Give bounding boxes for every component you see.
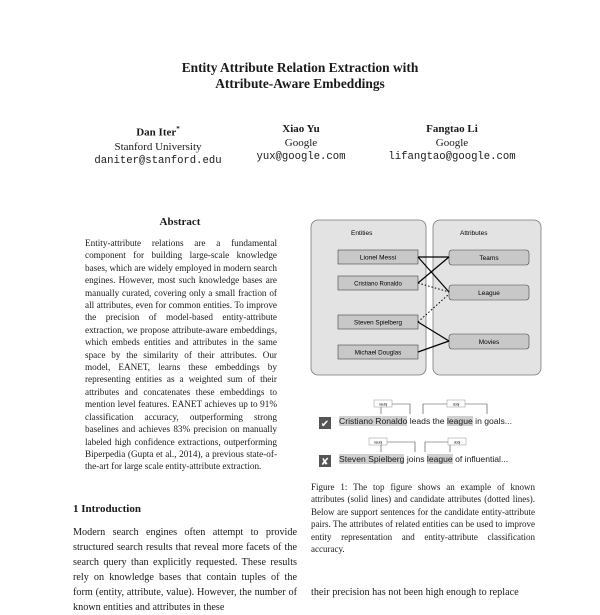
checkmark-icon: ✔ [320,419,330,430]
cross-icon: ✘ [320,457,330,468]
entities-title: Entities [351,230,373,237]
arc-label: nsubj [373,440,383,445]
author-name: Xiao Yu [282,123,320,135]
arc-label: dobj [452,402,460,407]
author-affiliation: Google [435,137,469,149]
entity-label: Lionel Messi [359,254,397,262]
entity-highlight: Cristiano Ronaldo [339,416,408,426]
figure-1 [305,214,545,474]
author-3 [352,122,552,164]
entity-label: Steven Spielberg [354,319,402,327]
paper-title [0,60,600,92]
arc-label: nsubj [378,402,388,407]
author-affiliation: Google [284,137,318,149]
entity-highlight: Steven Spielberg [339,454,405,464]
abstract-text: Entity-attribute relations are a fundamental component for building large-scale knowledge bases, which are widely employed in modern search engines. However, most such knowledge bases are manually curated, covering only a small fraction of all attributes, even for common entities. To improve the precision of model-based entity-attribute extraction, we propose attribute-aware embeddings, which embeds entities and attributes in the same space by the similarity of their attributes. Our model, EANET, learns these embeddings by representing entities as a weighted sum of their attributes and concatenates these embeddings to mention level features. EANET achieves up to 91% classification accuracy, outperforming strong baselines and achieves 83% precision on manually labeled high confidence extractions, outperforming Biperpedia (Gupta et al., 2014), a previous state-of-the-art for large scale entity-attribute extraction. [85,238,277,472]
introduction-text: Modern search engines often attempt to provide structured search results that reveal more facets of the search query than explicitly requested. These results rely on knowledge bases that contain tuples of the form (entity, attribute, value). However, the number of known entities and attributes in these [73,527,297,613]
author-email: yux@google.com [256,151,346,163]
dependency-arc [425,442,450,452]
section-heading-introduction: 1 Introduction [73,503,141,515]
attribute-highlight: league [426,454,453,464]
author-affiliation: Stanford University [114,140,202,153]
support-sentence-1: Cristiano Ronaldo leads the league in goals... [339,416,512,426]
support-sentence-2: Steven Spielberg joins league of influential... [339,454,509,464]
attributes-title: Attributes [460,230,488,237]
right-column-text: their precision has not been high enough to replace [311,587,519,598]
attribute-highlight: league [446,416,473,426]
attribute-label: Movies [478,339,500,346]
title-line-2: Attribute-Aware Embeddings [215,76,385,91]
entity-label: Cristiano Ronaldo [354,281,402,288]
entity-label: Michael Douglas [354,349,402,357]
author-email: lifangtao@google.com [388,151,516,163]
arc-label: dobj [453,440,461,445]
title-line-1: Entity Attribute Relation Extraction with [181,60,419,75]
attribute-label: League [478,290,500,297]
author-email: daniter@stanford.edu [94,154,222,167]
figure-caption: Figure 1: The top figure shows an example of known attributes (solid lines) and candidate attributes (dotted lines). Below are support sentences for the candidate entity-attribute pairs. The attributes of related entities can be used to improve entity representation and entity-attribute classification accuracy. [311,482,535,555]
author-name: Fangtao Li [426,123,478,135]
author-name: Dan Iter* [136,125,180,139]
attribute-label: Teams [479,255,499,262]
abstract-heading: Abstract [159,216,201,228]
